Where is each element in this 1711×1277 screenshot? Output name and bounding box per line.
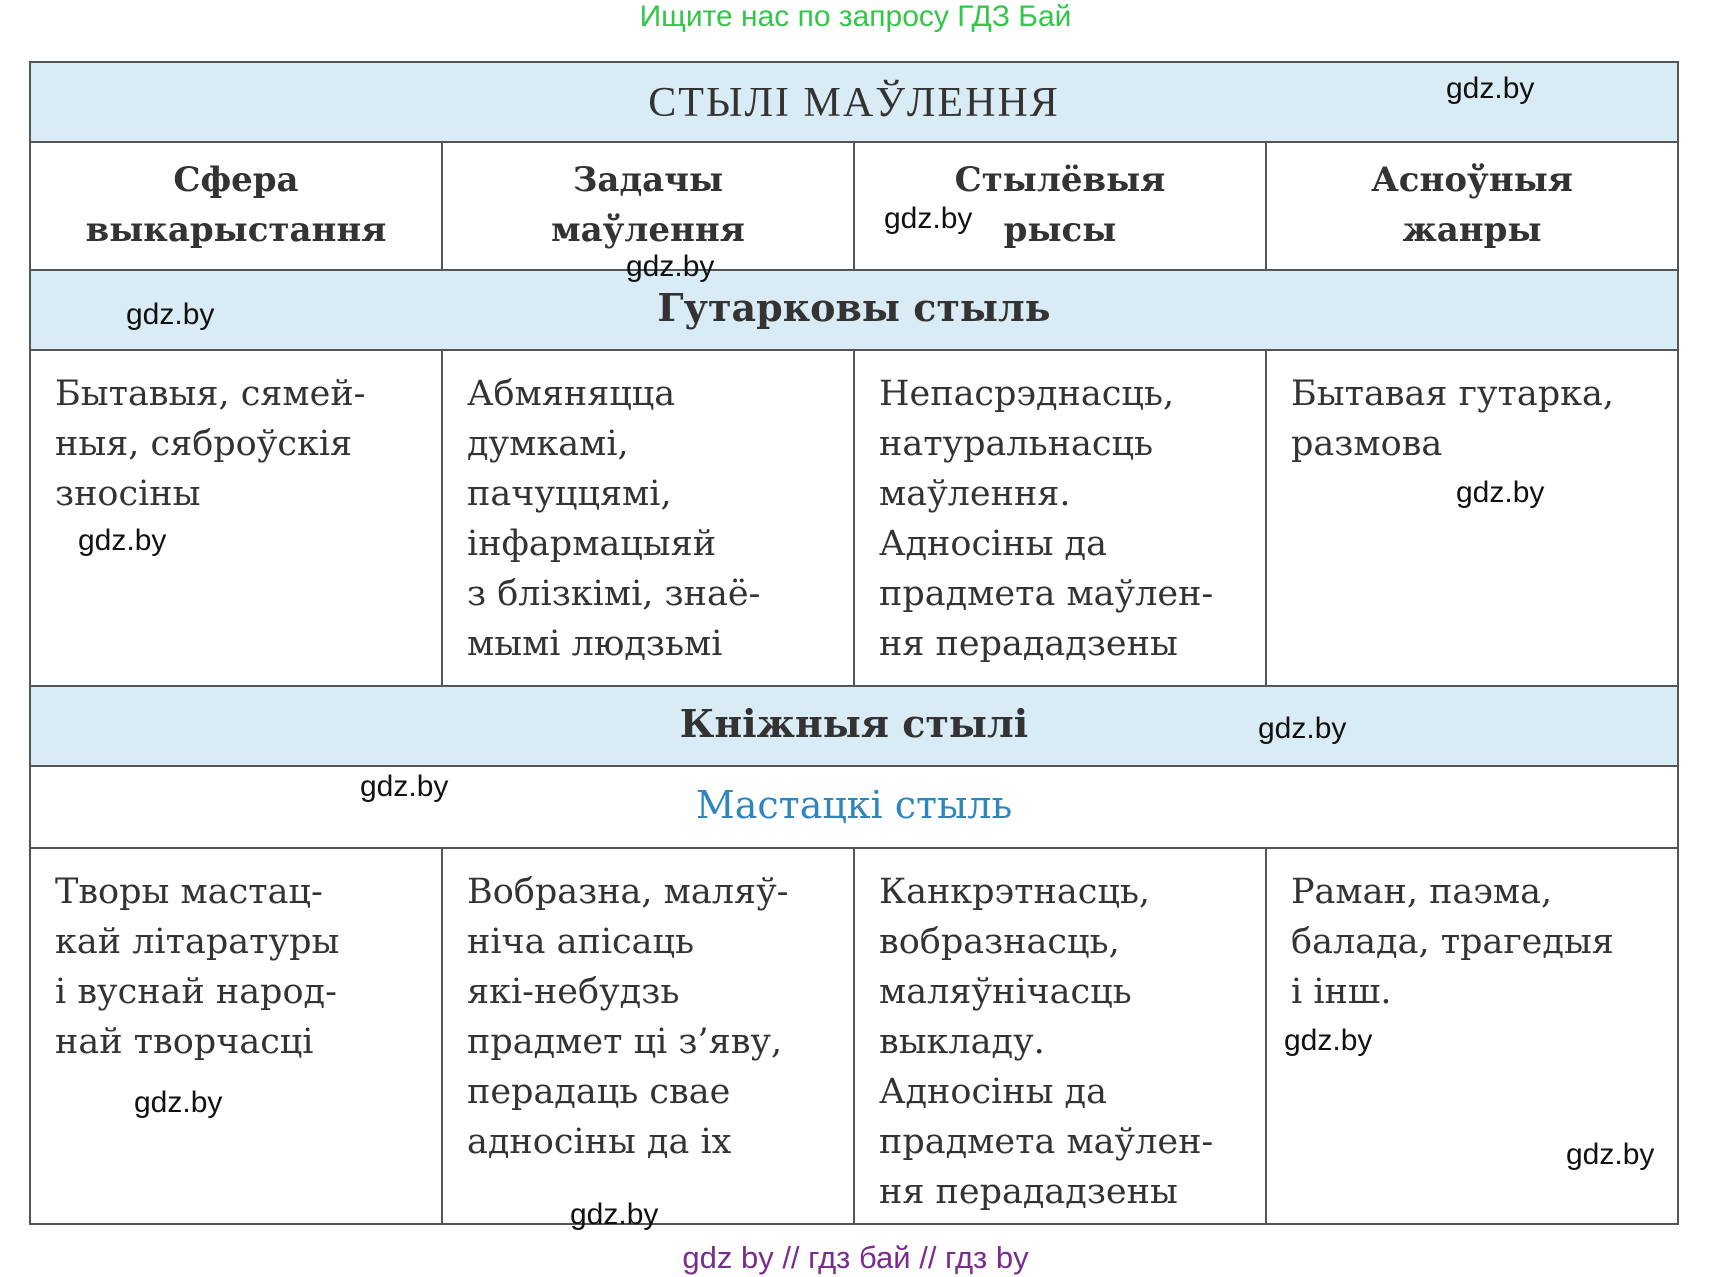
section-row-colloquial [31,271,1677,351]
section-row-bookish [31,687,1677,767]
styles-table [29,61,1679,1225]
watermark: gdz.by [570,1198,659,1231]
cell-colloquial-tasks [443,351,855,685]
header-cell-sphere [31,143,443,269]
header-cell-genres [1267,143,1677,269]
watermark: gdz.by [126,298,215,331]
cell-text: Раман, паэма, балада, трагедыя і інш. [1291,872,1614,1012]
cell-text: Канкрэтнасць, вобразнасць, маляўнічасць выкладу. Адносіны да прадмета маўлен- ня перададзены [879,872,1214,1212]
cell-text: Бытавая гутарка, размова [1291,374,1615,464]
watermark: gdz.by [1456,476,1545,509]
cell-artistic-tasks [443,849,855,1223]
watermark: gdz.by [884,202,973,235]
content-row-colloquial [31,351,1677,687]
watermark: gdz.by [1258,712,1347,745]
watermark: gdz.by [360,770,449,803]
table-title: СТЫЛІ МАЎЛЕННЯ [648,80,1060,126]
cell-artistic-features [855,849,1267,1223]
section-title-bookish: Кніжныя стылі [679,701,1029,746]
watermark: gdz.by [1446,72,1535,105]
watermark: gdz.by [626,250,715,283]
watermark: gdz.by [134,1086,223,1119]
cell-colloquial-genres [1267,351,1677,685]
content-row-artistic [31,849,1677,1223]
cell-colloquial-features [855,351,1267,685]
bottom-banner: gdz by // гдз бай // гдз by [682,1240,1029,1275]
cell-text: Творы мастац- кай літаратуры і вуснай народ- най творчасці [55,872,340,1062]
header-features-label: Стылёвыя рысы [954,160,1166,250]
subsection-row-artistic [31,767,1677,849]
top-banner: Ищите нас по запросу ГДЗ Бай [639,0,1072,33]
table-title-row [31,63,1677,143]
header-sphere-label: Сфера выкарыстання [85,160,387,250]
cell-text: Абмяняцца думкамі, пачуццямі, інфармацыяй з блізкімі, знаё- мымі людзьмі [467,374,761,664]
table-header-row [31,143,1677,271]
cell-text: Непасрэднасць, натуральнасць маўлення. Адносіны да прадмета маўлен- ня перададзены [879,374,1214,664]
cell-text: Вобразна, маляў- ніча апісаць які-небудзь прадмет ці з’яву, перадаць свае адносіны да іх [467,872,789,1162]
cell-colloquial-sphere [31,351,443,685]
header-tasks-label: Задачы маўлення [551,160,745,250]
cell-artistic-sphere [31,849,443,1223]
watermark: gdz.by [1566,1138,1655,1171]
header-genres-label: Асноўныя жанры [1371,160,1573,250]
watermark: gdz.by [78,524,167,557]
cell-text: Бытавыя, сямей- ныя, сяброўскія зносіны [55,374,366,514]
section-title-colloquial: Гутарковы стыль [657,285,1051,330]
watermark: gdz.by [1284,1024,1373,1057]
subsection-title-artistic: Мастацкі стыль [695,783,1013,827]
